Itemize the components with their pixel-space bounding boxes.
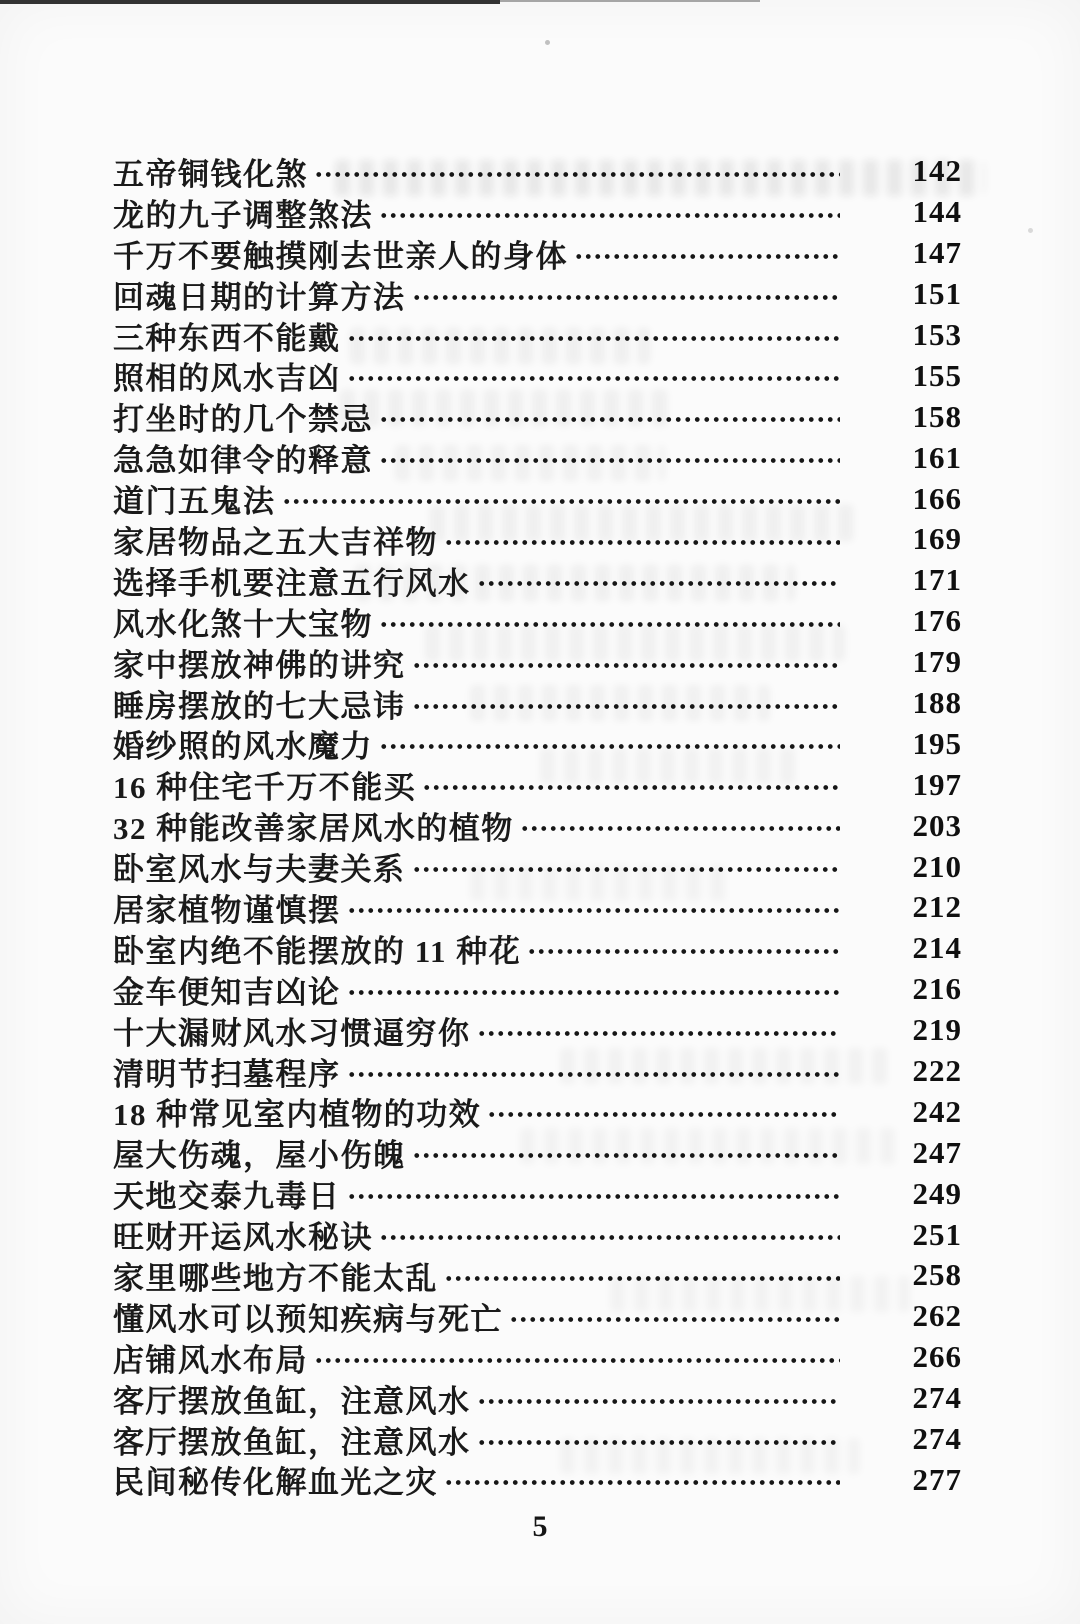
dotted-leader bbox=[314, 159, 840, 190]
toc-entry bbox=[113, 315, 962, 356]
dotted-leader bbox=[347, 1059, 841, 1090]
toc-entry-page-number: 247 bbox=[912, 1134, 962, 1170]
toc-entry-page-number: 153 bbox=[912, 317, 962, 352]
toc-entry bbox=[113, 805, 962, 846]
toc-entry bbox=[113, 1010, 962, 1051]
toc-entry-page-number: 210 bbox=[912, 848, 962, 884]
toc-entry-title: 十大漏财风水习惯逼穷你 bbox=[113, 1015, 471, 1051]
toc-entry-title: 家居物品之五大吉祥物 bbox=[113, 524, 438, 560]
toc-entry-page-number: 179 bbox=[912, 644, 962, 680]
toc-entry-page-number: 212 bbox=[912, 889, 962, 925]
toc-entry-title: 五帝铜钱化煞 bbox=[113, 156, 308, 192]
toc-entry-title: 照相的风水吉凶 bbox=[113, 361, 341, 397]
toc-entry bbox=[113, 478, 962, 519]
dotted-leader bbox=[379, 200, 840, 231]
toc-entry bbox=[113, 1378, 962, 1419]
toc-entry-page-number: 195 bbox=[912, 725, 962, 761]
toc-entry-title: 居家植物谨慎摆 bbox=[113, 892, 341, 928]
dotted-leader bbox=[347, 977, 841, 1008]
dotted-leader bbox=[412, 854, 841, 885]
toc-entry bbox=[113, 887, 962, 928]
dotted-leader bbox=[444, 1467, 840, 1498]
toc-entry-page-number: 197 bbox=[912, 766, 962, 802]
toc-entry-page-number: 242 bbox=[912, 1093, 962, 1129]
toc-entry-page-number: 274 bbox=[912, 1380, 962, 1416]
toc-entry-title: 选择手机要注意五行风水 bbox=[113, 565, 471, 601]
scan-edge-artifact bbox=[500, 0, 760, 2]
toc-entry-title: 回魂日期的计算方法 bbox=[113, 279, 406, 315]
toc-entry-page-number: 155 bbox=[912, 357, 962, 393]
toc-entry bbox=[113, 1173, 962, 1214]
toc-list bbox=[113, 151, 962, 1500]
dotted-leader bbox=[412, 650, 841, 681]
dotted-leader bbox=[347, 895, 841, 926]
toc-entry bbox=[113, 601, 962, 642]
toc-entry bbox=[113, 969, 962, 1010]
dotted-leader bbox=[487, 1099, 840, 1130]
toc-entry-title: 家中摆放神佛的讲究 bbox=[113, 647, 406, 683]
toc-entry-title: 家里哪些地方不能太乱 bbox=[113, 1261, 438, 1296]
toc-entry-page-number: 166 bbox=[912, 480, 962, 516]
toc-entry bbox=[113, 928, 962, 969]
dotted-leader bbox=[412, 1140, 841, 1171]
dotted-leader bbox=[422, 772, 840, 803]
toc-entry-page-number: 203 bbox=[912, 807, 962, 843]
toc-entry-page-number: 142 bbox=[912, 153, 962, 189]
dotted-leader bbox=[347, 323, 841, 354]
folio-page-number: 5 bbox=[532, 1510, 548, 1543]
toc-entry-title: 懂风水可以预知疾病与死亡 bbox=[113, 1301, 503, 1337]
toc-entry-page-number: 147 bbox=[912, 235, 962, 271]
toc-entry-title: 卧室内绝不能摆放的 11 种花 bbox=[113, 933, 522, 969]
toc-entry-title: 千万不要触摸刚去世亲人的身体 bbox=[113, 238, 568, 274]
toc-entry-page-number: 151 bbox=[912, 276, 962, 312]
toc-entry bbox=[113, 683, 962, 724]
toc-entry bbox=[113, 274, 962, 315]
dotted-leader bbox=[477, 1386, 841, 1417]
scan-edge-artifact bbox=[0, 0, 500, 4]
toc-entry bbox=[113, 1051, 962, 1092]
toc-entry bbox=[113, 723, 962, 764]
dotted-leader bbox=[477, 568, 841, 599]
toc-entry-title: 婚纱照的风水魔力 bbox=[113, 729, 373, 765]
dotted-leader bbox=[379, 445, 840, 476]
toc-entry-page-number: 266 bbox=[912, 1339, 962, 1375]
toc-entry-page-number: 216 bbox=[912, 971, 962, 1007]
toc-entry bbox=[113, 519, 962, 560]
toc-entry-page-number: 188 bbox=[912, 685, 962, 721]
dotted-leader bbox=[412, 282, 841, 313]
dotted-leader bbox=[574, 241, 840, 272]
toc-entry bbox=[113, 1296, 962, 1337]
toc-entry-title: 屋大伤魂，屋小伤魄 bbox=[113, 1138, 406, 1174]
toc-entry bbox=[113, 1255, 962, 1296]
toc-entry-title: 风水化煞十大宝物 bbox=[113, 606, 373, 642]
toc-entry bbox=[113, 1091, 962, 1132]
toc-entry-title: 龙的九子调整煞法 bbox=[113, 197, 373, 233]
toc-entry-page-number: 144 bbox=[912, 194, 962, 230]
toc-entry-title: 打坐时的几个禁忌 bbox=[113, 402, 373, 438]
toc-entry bbox=[113, 233, 962, 274]
toc-entry bbox=[113, 1214, 962, 1255]
dotted-leader bbox=[347, 363, 841, 394]
paper-speck bbox=[1028, 228, 1033, 233]
toc-entry-page-number: 222 bbox=[912, 1053, 962, 1089]
toc-entry-title: 急急如律令的释意 bbox=[113, 443, 373, 479]
toc-entry bbox=[113, 1460, 962, 1501]
dotted-leader bbox=[412, 691, 841, 722]
toc-entry-page-number: 249 bbox=[912, 1175, 962, 1211]
toc-entry-page-number: 169 bbox=[912, 521, 962, 557]
toc-entry bbox=[113, 560, 962, 601]
dotted-leader bbox=[282, 486, 841, 517]
toc-entry-title: 天地交泰九毒日 bbox=[113, 1179, 341, 1215]
toc-entry-title: 卧室风水与夫妻关系 bbox=[113, 852, 406, 888]
toc-entry bbox=[113, 1419, 962, 1460]
toc-entry-page-number: 214 bbox=[912, 930, 962, 966]
dotted-leader bbox=[520, 813, 840, 844]
toc-entry-page-number: 251 bbox=[912, 1216, 962, 1252]
toc-entry-page-number: 274 bbox=[912, 1421, 962, 1457]
dotted-leader bbox=[527, 936, 840, 967]
toc-entry bbox=[113, 764, 962, 805]
toc-entry-page-number: 219 bbox=[912, 1012, 962, 1048]
toc-entry bbox=[113, 396, 962, 437]
toc-entry-page-number: 161 bbox=[912, 439, 962, 475]
toc-entry bbox=[113, 846, 962, 887]
toc-entry-title: 32 种能改善家居风水的植物 bbox=[113, 811, 514, 847]
toc-entry bbox=[113, 151, 962, 192]
toc-entry-title: 客厅摆放鱼缸，注意风水 bbox=[113, 1383, 471, 1419]
toc-entry bbox=[113, 1337, 962, 1378]
dotted-leader bbox=[477, 1018, 841, 1049]
toc-entry-page-number: 158 bbox=[912, 398, 962, 434]
toc-entry-title: 18 种常见室内植物的功效 bbox=[113, 1097, 482, 1133]
dotted-leader bbox=[444, 527, 840, 558]
toc-entry-page-number: 176 bbox=[912, 603, 962, 639]
toc-entry-title: 16 种住宅千万不能买 bbox=[113, 770, 417, 806]
toc-entry-title: 金车便知吉凶论 bbox=[113, 974, 341, 1010]
toc-entry-title: 道门五鬼法 bbox=[113, 484, 276, 520]
dotted-leader bbox=[379, 731, 840, 762]
dotted-leader bbox=[379, 1222, 840, 1253]
dotted-leader bbox=[477, 1427, 841, 1458]
toc-entry-title: 客厅摆放鱼缸，注意风水 bbox=[113, 1424, 471, 1460]
toc-entry bbox=[113, 437, 962, 478]
toc-entry-title: 民间秘传化解血光之灾 bbox=[113, 1465, 438, 1501]
toc-entry bbox=[113, 642, 962, 683]
toc-entry-page-number: 171 bbox=[912, 562, 962, 598]
toc-entry-page-number: 258 bbox=[912, 1257, 962, 1293]
toc-entry-page-number: 262 bbox=[912, 1298, 962, 1334]
toc-entry-title: 睡房摆放的七大忌讳 bbox=[113, 688, 406, 724]
toc-entry bbox=[113, 1132, 962, 1173]
dotted-leader bbox=[379, 609, 840, 640]
toc-entry-title: 店铺风水布局 bbox=[113, 1342, 308, 1378]
toc-entry bbox=[113, 192, 962, 233]
dotted-leader bbox=[379, 404, 840, 435]
dotted-leader bbox=[444, 1263, 840, 1294]
dotted-leader bbox=[314, 1345, 840, 1376]
paper-speck bbox=[545, 40, 550, 45]
toc-entry-title: 三种东西不能戴 bbox=[113, 320, 341, 356]
toc-entry-page-number: 277 bbox=[912, 1461, 962, 1497]
dotted-leader bbox=[347, 1181, 841, 1212]
dotted-leader bbox=[509, 1304, 840, 1335]
toc-entry-title: 清明节扫墓程序 bbox=[113, 1056, 341, 1092]
toc-entry-title: 旺财开运风水秘诀 bbox=[113, 1220, 373, 1256]
toc-entry bbox=[113, 355, 962, 396]
